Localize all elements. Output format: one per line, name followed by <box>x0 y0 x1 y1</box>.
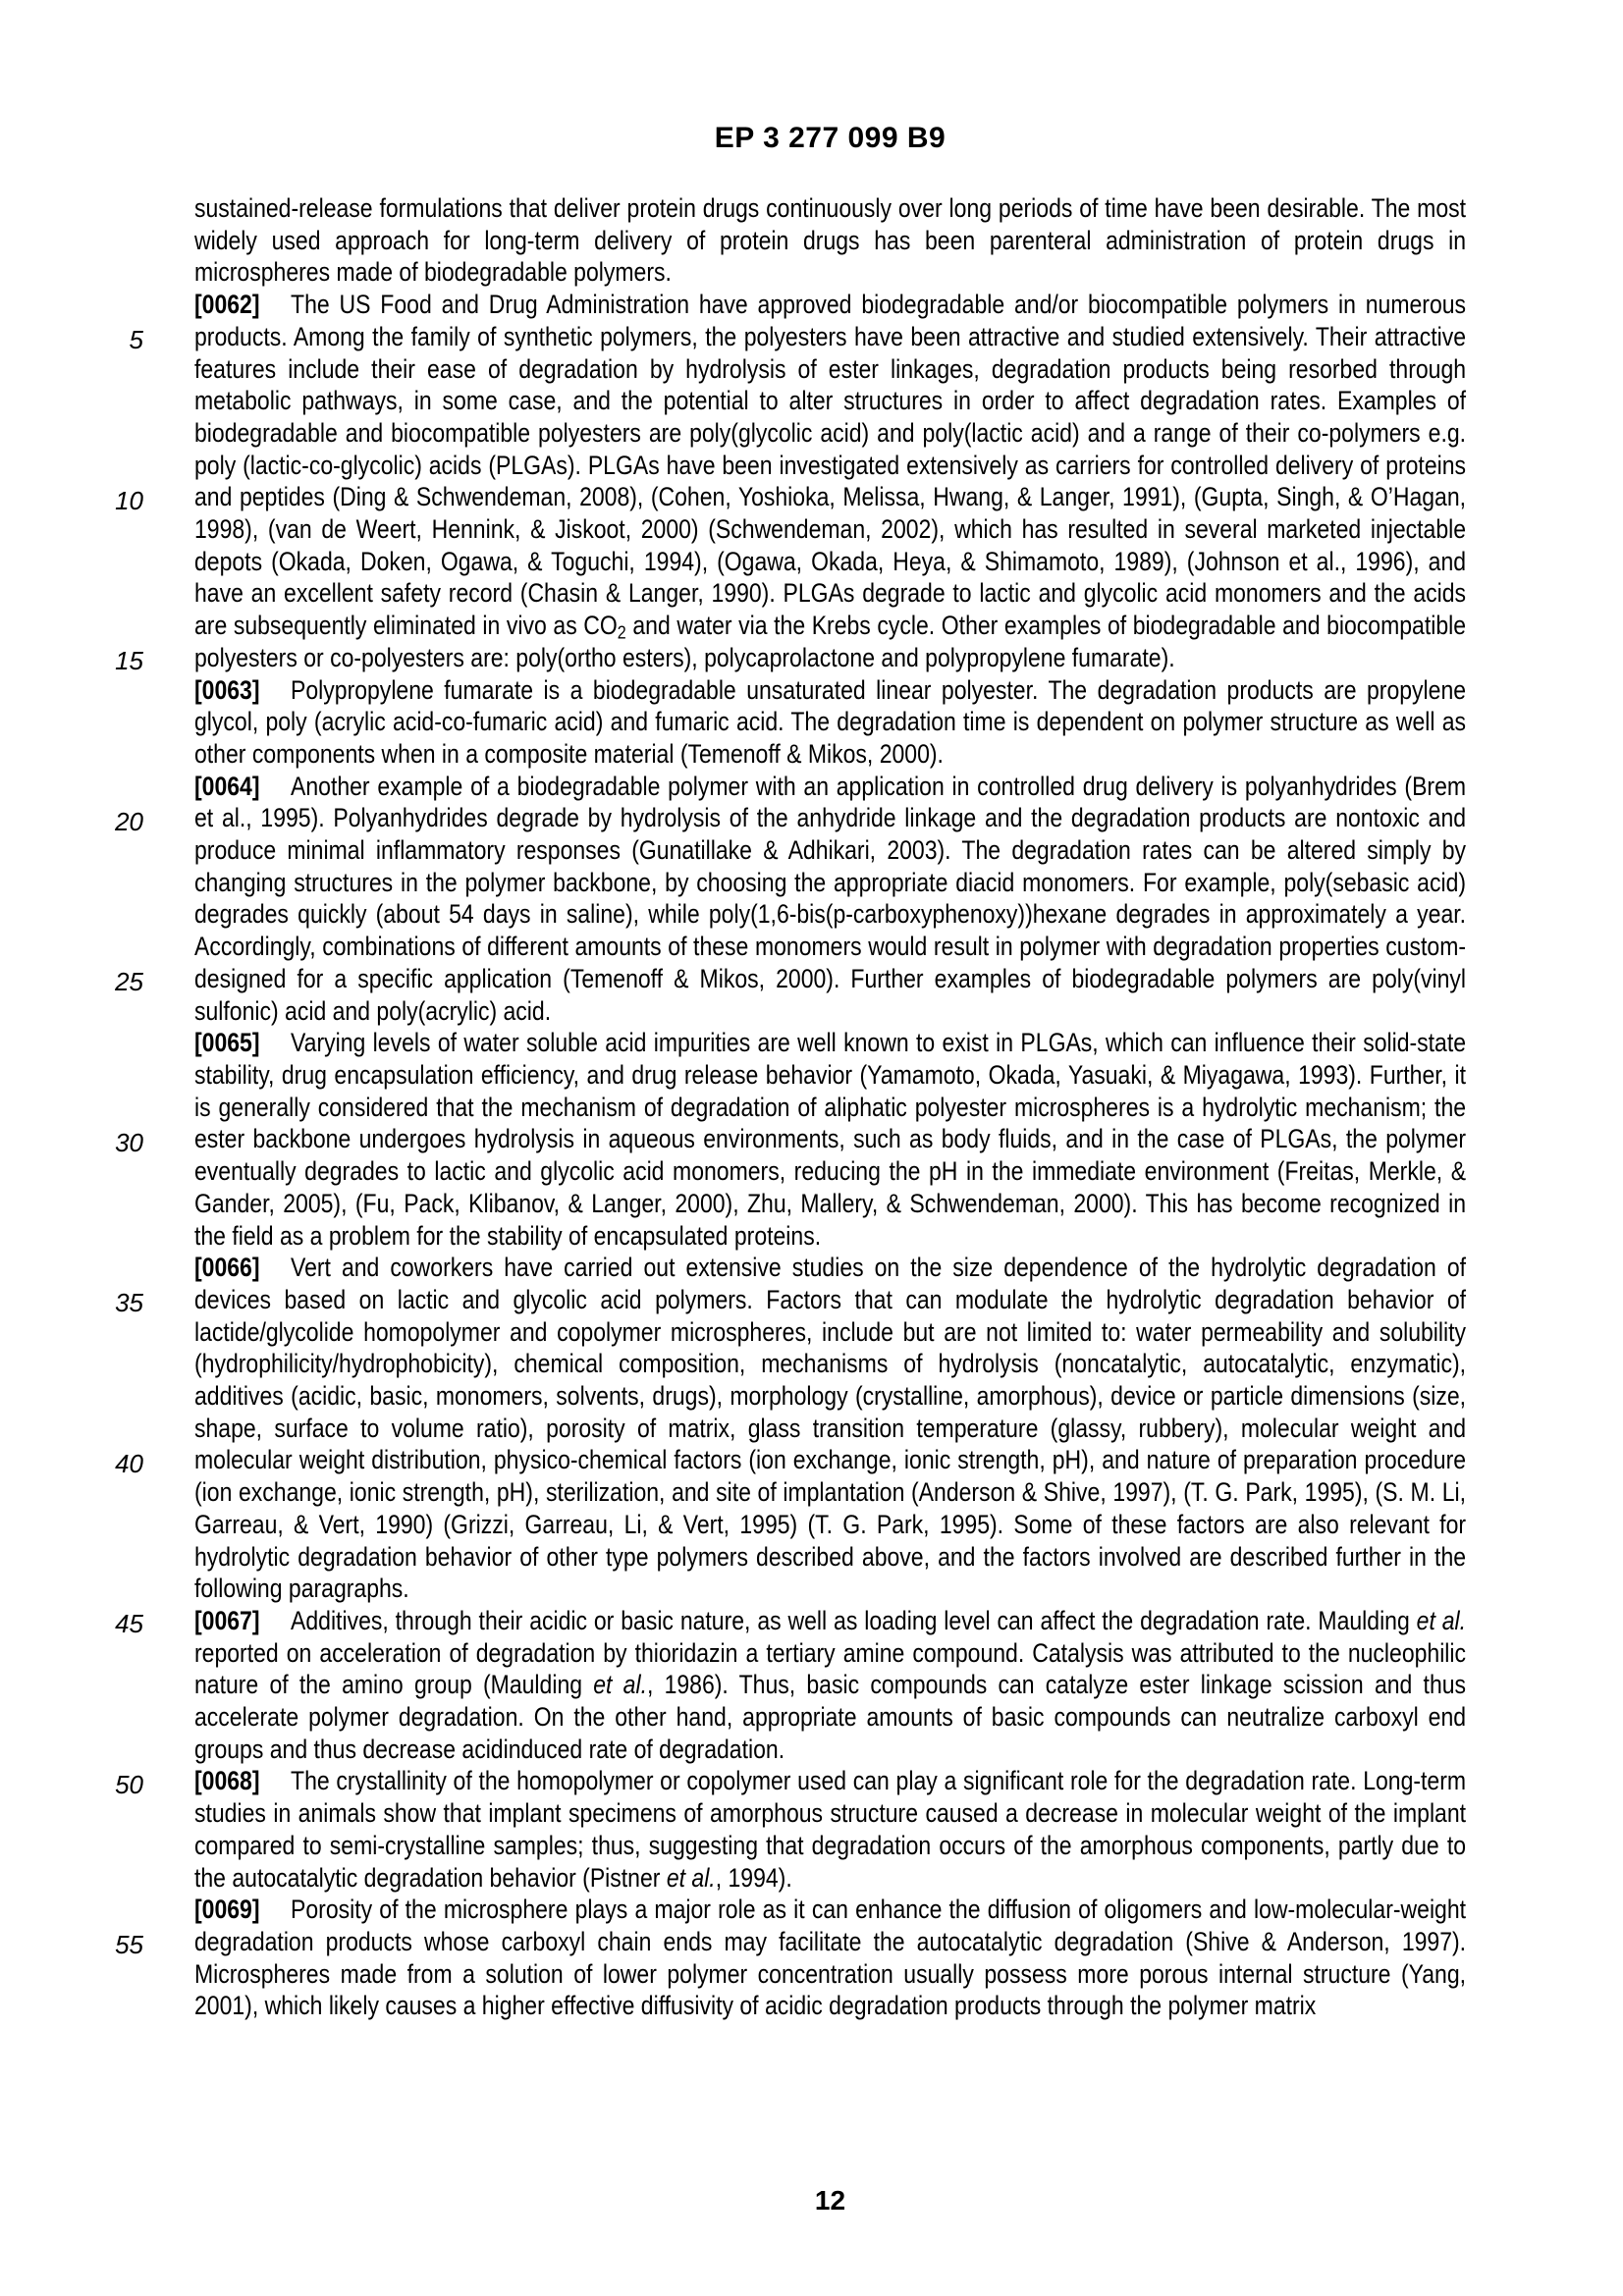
line-number: 30 <box>115 1128 143 1157</box>
paragraph-continued: sustained-release formulations that deliver protein drugs continuously over long periods of time have been desirable. The most widely used approach for long-term delivery of protein drugs has been parenteral administration of protein drugs in microspheres made of biodegradable polymers. <box>194 193 1467 288</box>
line-number: 50 <box>115 1770 143 1799</box>
paragraph-0064: [0064] Another example of a biodegradable polymer with an application in controlled drug delivery is polyanhydrides (Brem et al., 1995). Polyanhydrides degrade by hydrolysis of the anhydride linkage and the degradation products are nontoxic and produce minimal inflammatory responses (Gunatillake & Adhikari, 2003). The degradation rates can be altered simply by changing structures in the polymer backbone, by choosing the appropriate diacid monomers. For example, poly(sebasic acid) degrades quickly (about 54 days in saline), while poly(1,6-bis(p-carboxyphenoxy))hexane degrades in approximately a year. Accordingly, combinations of different amounts of these monomers would result in polymer with degradation properties custom-designed for a specific application (Temenoff & Mikos, 2000). Further examples of biodegradable polymers are poly(vinyl sulfonic) acid and poly(acrylic) acid. <box>194 771 1467 1026</box>
paragraph-0063: [0063] Polypropylene fumarate is a biodegradable unsaturated linear polyester. The degradation products are propylene glycol, poly (acrylic acid-co-fumaric acid) and fumaric acid. The degradation time is dependent on polymer structure as well as other components when in a composite material (Temenoff & Mikos, 2000). <box>194 674 1467 769</box>
line-number: 45 <box>115 1609 143 1638</box>
paragraph-0069: [0069] Porosity of the microsphere plays a major role as it can enhance the diffusion of oligomers and low-molecular-weight degradation products whose carboxyl chain ends may facilitate the autocatalytic degradation (Shive & Anderson, 1997). Microspheres made from a solution of lower polymer concentration usually possess more porous internal structure (Yang, 2001), which likely causes a higher effective diffusivity of acidic degradation products through the polymer matrix <box>194 1895 1467 2021</box>
paragraph-0067: [0067] Additives, through their acidic or basic nature, as well as loading level can affect the degradation rate. Maulding et al. reported on acceleration of degradation by thioridazin a tertiary amine compound. Catalysis was attributed to the nucleophilic nature of the amino group (Maulding et al., 1986). Thus, basic compounds can catalyze ester linkage scission and thus accelerate polymer degradation. On the other hand, appropriate amounts of basic compounds can neutralize carboxyl end groups and thus decrease acidinduced rate of degradation. <box>194 1605 1467 1764</box>
paragraph-number: [0064] <box>194 771 260 801</box>
paragraph-number: [0066] <box>194 1253 260 1283</box>
paragraph-number: [0067] <box>194 1605 260 1635</box>
document-number: EP 3 277 099 B9 <box>714 122 947 154</box>
paragraph-number: [0062] <box>194 290 260 320</box>
line-number: 55 <box>115 1930 143 1959</box>
paragraph-0068: [0068] The crystallinity of the homopolymer or copolymer used can play a significant role for the degradation rate. Long-term studies in animals show that implant specimens of amorphous structure caused a decrease in molecular weight of the implant compared to semi-crystalline samples; thus, suggesting that degradation occurs of the amorphous components, partly due to the autocatalytic degradation behavior (Pistner et al., 1994). <box>194 1766 1467 1893</box>
paragraph-number: [0068] <box>194 1766 260 1796</box>
page-number: 12 <box>814 2185 846 2216</box>
body-text-column <box>194 192 1466 2022</box>
paragraph-number: [0063] <box>194 674 260 705</box>
line-number: 5 <box>129 325 143 354</box>
paragraph-number: [0069] <box>194 1895 260 1925</box>
line-number: 20 <box>115 807 143 836</box>
paragraph-0065: [0065] Varying levels of water soluble acid impurities are well known to exist in PLGAs, which can influence their solid-state stability, drug encapsulation efficiency, and drug release behavior (Yamamoto, Okada, Yasuaki, & Miyagawa, 1993). Further, it is generally considered that the mechanism of degradation of aliphatic polyester microspheres is a hydrolytic mechanism; the ester backbone undergoes hydrolysis in aqueous environments, such as body fluids, and in the case of PLGAs, the polymer eventually degrades to lactic and glycolic acid monomers, reducing the pH in the immediate environment (Freitas, Merkle, & Gander, 2005), (Fu, Pack, Klibanov, & Langer, 2000), Zhu, Mallery, & Schwendeman, 2000). This has become recognized in the field as a problem for the stability of encapsulated proteins. <box>194 1028 1467 1251</box>
paragraph-number: [0065] <box>194 1028 260 1058</box>
line-number: 35 <box>115 1288 143 1317</box>
paragraph-0062: [0062] The US Food and Drug Administration have approved biodegradable and/or biocompatible polymers in numerous products. Among the family of synthetic polymers, the polyesters have been attractive and studied extensively. Their attractive features include their ease of degradation by hydrolysis of ester linkages, degradation products being resorbed through metabolic pathways, in some case, and the potential to alter structures in order to affect degradation rates. Examples of biodegradable and biocompatible polyesters are poly(glycolic acid) and poly(lactic acid) and a range of their co-polymers e.g. poly (lactic-co-glycolic) acids (PLGAs). PLGAs have been investigated extensively as carriers for controlled delivery of proteins and peptides (Ding & Schwendeman, 2008), (Cohen, Yoshioka, Melissa, Hwang, & Langer, 1991), (Gupta, Singh, & O’Hagan, 1998), (van de Weert, Hennink, & Jiskoot, 2000) (Schwendeman, 2002), which has resulted in several marketed injectable depots (Okada, Doken, Ogawa, & Toguchi, 1994), (Ogawa, Okada, Heya, & Shimamoto, 1989), (Johnson et al., 1996), and have an excellent safety record (Chasin & Langer, 1990). PLGAs degrade to lactic and glycolic acid monomers and the acids are subsequently eliminated in vivo as $CO_2$ and water via the Krebs cycle. Other examples of biodegradable and biocompatible polyesters or co-polyesters are: poly(ortho esters), polycaprolactone and polypropylene fumarate). <box>194 290 1467 672</box>
margin-line-numbers <box>0 0 157 2296</box>
line-number: 10 <box>115 486 143 515</box>
line-number: 25 <box>115 967 143 996</box>
paragraph-0066: [0066] Vert and coworkers have carried out extensive studies on the size dependence of the hydrolytic degradation of devices based on lactic and glycolic acid polymers. Factors that can modulate the hydrolytic degradation behavior of lactide/glycolide homopolymer and copolymer microspheres, include but are not limited to: water permeability and solubility (hydrophilicity/hydrophobicity), chemical composition, mechanisms of hydrolysis (noncatalytic, autocatalytic, enzymatic), additives (acidic, basic, monomers, solvents, drugs), morphology (crystalline, amorphous), device or particle dimensions (size, shape, surface to volume ratio), porosity of matrix, glass transition temperature (glassy, rubbery), molecular weight and molecular weight distribution, physico-chemical factors (ion exchange, ionic strength, pH), and nature of preparation procedure (ion exchange, ionic strength, pH), sterilization, and site of implantation (Anderson & Shive, 1997), (T. G. Park, 1995), (S. M. Li, Garreau, & Vert, 1990) (Grizzi, Garreau, Li, & Vert, 1995) (T. G. Park, 1995). Some of these factors are also relevant for hydrolytic degradation behavior of other type polymers described above, and the factors involved are described further in the following paragraphs. <box>194 1253 1467 1604</box>
line-number: 40 <box>115 1449 143 1478</box>
line-number: 15 <box>115 646 143 675</box>
